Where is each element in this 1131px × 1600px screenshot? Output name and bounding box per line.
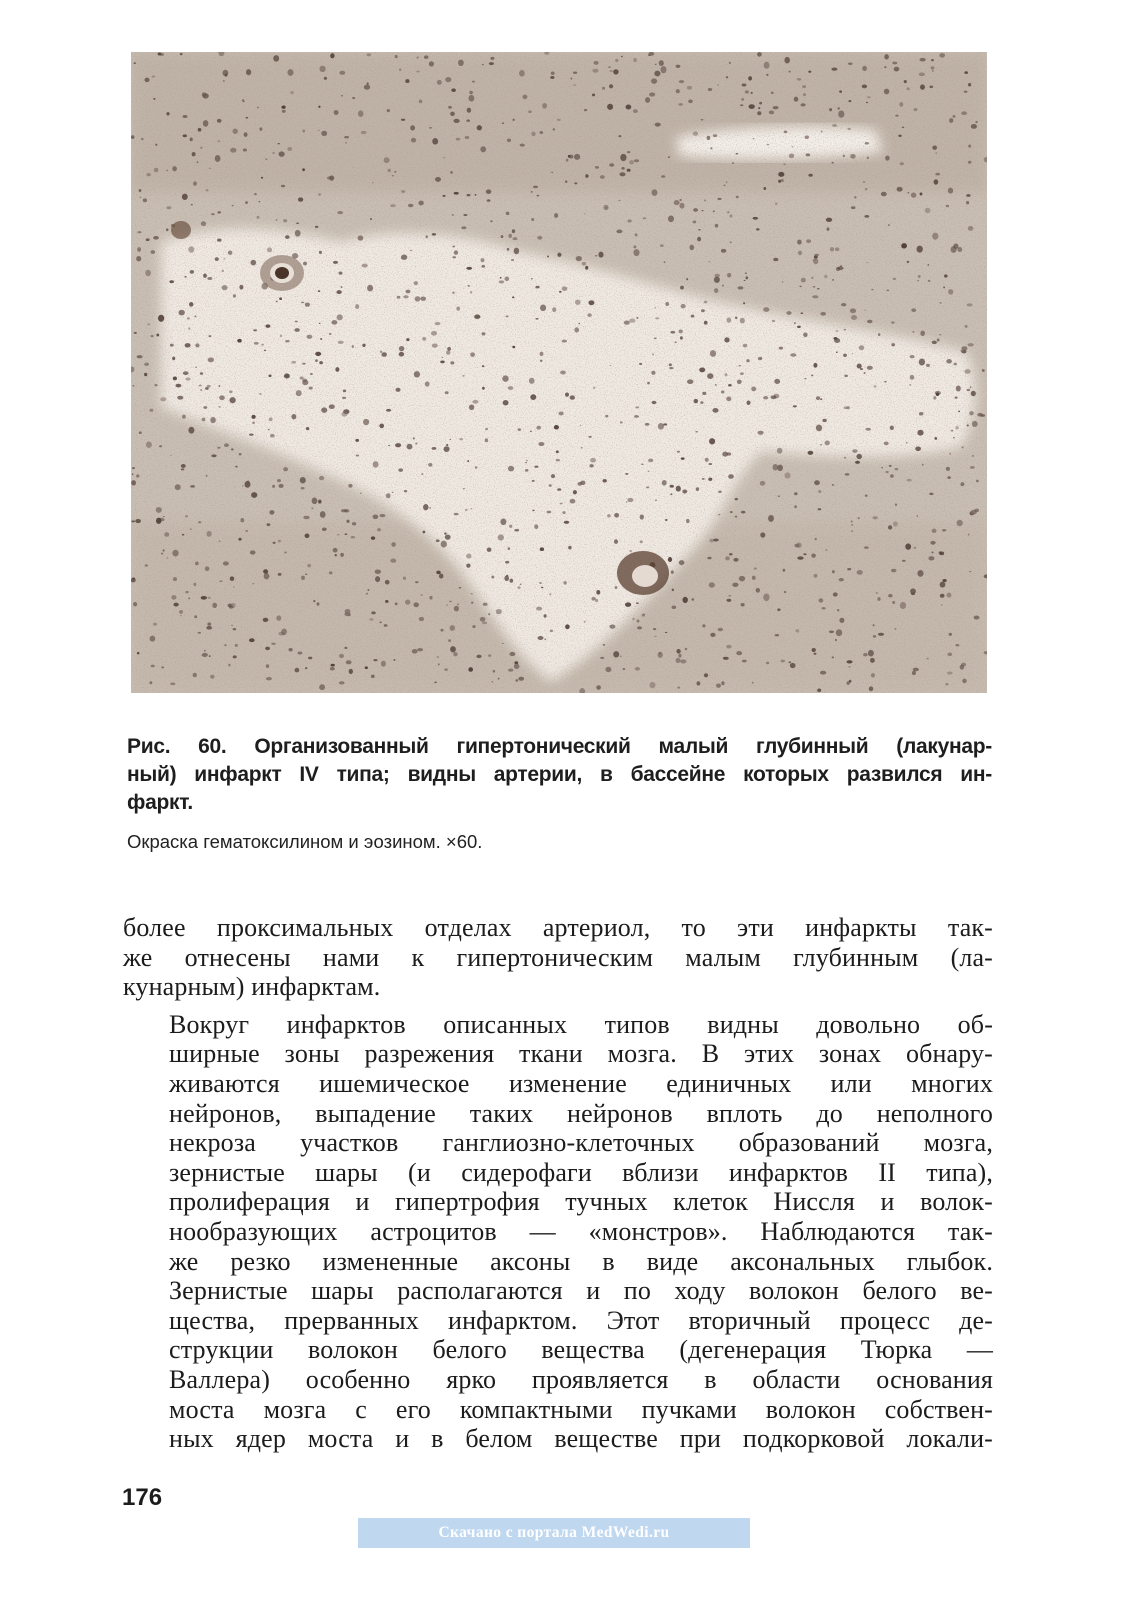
figure-label: Рис. 60. — [127, 735, 227, 758]
paragraph-1 — [123, 913, 993, 1002]
page-number: 176 — [122, 1484, 163, 1511]
text-line: же отнесены нами к гипертоническим малым глубинным (ла- — [123, 942, 993, 972]
staining-note: Окраска гематоксилином и эозином. ×60. — [127, 831, 483, 852]
text-line: струкции волокон белого вещества (дегенерация Тюрка — — [169, 1335, 993, 1365]
text-line: кунарным) инфарктам. — [123, 972, 381, 1002]
artery-left — [260, 255, 304, 291]
text-line: некроза участков ганглиозно-клеточных образований мозга, — [169, 1128, 993, 1158]
text-line: Вокруг инфарктов описанных типов видны довольно об- — [169, 1009, 993, 1039]
text-line: Зернистые шары располагаются и по ходу волокон белого ве- — [169, 1276, 993, 1306]
body-text — [123, 913, 993, 1454]
caption-line-3: фаркт. — [127, 791, 193, 814]
text-line: более проксимальных отделах артериол, то эти инфаркты так- — [123, 913, 993, 942]
text-line: ных ядер моста и в белом веществе при подкорковой локали- — [169, 1424, 993, 1454]
caption-line-2: ный) инфаркт IV типа; видны артерии, в бассейне которых развился ин- — [127, 763, 992, 786]
figure-caption — [127, 733, 992, 817]
text-line: моста мозга с его компактными пучками волокон собствен- — [169, 1394, 993, 1424]
text-line: же резко измененные аксоны в виде аксональных глыбок. — [169, 1246, 993, 1276]
text-line: нообразующих астроцитов — «монстров». Наблюдаются так- — [169, 1216, 993, 1246]
watermark-banner: Скачано с портала MedWedi.ru — [358, 1518, 750, 1548]
text-line: пролиферация и гипертрофия тучных клеток Ниссля и волок- — [169, 1187, 993, 1217]
text-line: живаются ишемическое изменение единичных или многих — [169, 1068, 993, 1098]
text-line: Валлера) особенно ярко проявляется в области основания — [169, 1364, 993, 1394]
text-line: щества, прерванных инфарктом. Этот вторичный процесс де- — [169, 1305, 993, 1335]
text-line: ширные зоны разрежения ткани мозга. В этих зонах обнару- — [169, 1039, 993, 1069]
artery-small — [171, 221, 191, 239]
caption-line-1: Организованный гипертонический малый глубинный (лакунар- — [226, 735, 992, 758]
histology-micrograph — [131, 52, 987, 693]
artery-bottom — [617, 551, 669, 595]
text-line: нейронов, выпадение таких нейронов вплоть до неполного — [169, 1098, 993, 1128]
paragraph-2 — [123, 1010, 993, 1454]
text-line: зернистые шары (и сидерофаги вблизи инфарктов II типа), — [169, 1157, 993, 1187]
